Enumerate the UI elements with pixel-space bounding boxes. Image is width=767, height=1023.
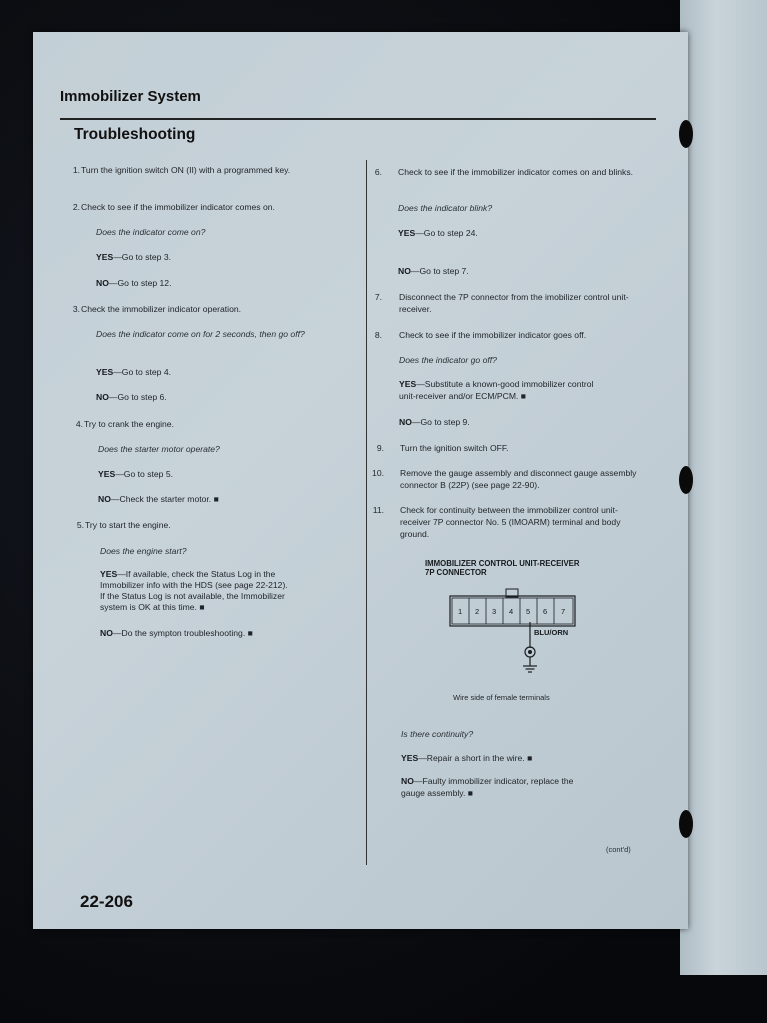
question: Does the engine start?: [100, 546, 187, 556]
step-number: 6.: [374, 167, 382, 177]
yes-answer: YES—Go to step 4.: [96, 367, 172, 377]
step-number: 10.: [372, 468, 384, 478]
step-text: Check the immobilizer indicator operation.: [81, 304, 242, 314]
step-number: 1.: [72, 165, 80, 175]
step-text: Check for continuity between the immobilizer control unit-receiver 7P connector No. 5 (IMOARM) terminal and body ground.: [400, 505, 621, 539]
step-text: Turn the ignition switch OFF.: [400, 443, 509, 453]
yes-answer: YES—Substitute a known-good immobilizer control: [399, 379, 594, 389]
yes-answer-line: If the Status Log is not available, the Immobilizer: [100, 591, 285, 601]
step-number: 7.: [374, 292, 382, 302]
diagram-caption: Wire side of female terminals: [453, 693, 550, 702]
pin-label: 4: [509, 607, 514, 616]
no-answer: NO—Faulty immobilizer indicator, replace the: [401, 776, 574, 786]
question: Does the indicator come on for 2 seconds, then go off?: [96, 329, 305, 339]
section-title: Immobilizer System: [60, 88, 201, 105]
yes-answer: YES—Repair a short in the wire. ■: [401, 753, 533, 763]
step-text: Check to see if the immobilizer indicator goes off.: [399, 330, 587, 340]
yes-answer: YES—Go to step 3.: [96, 252, 172, 262]
step-text: Try to start the engine.: [85, 520, 171, 530]
no-answer: NO—Go to step 12.: [96, 278, 172, 288]
question: Does the indicator come on?: [96, 227, 206, 237]
step-number: 9.: [376, 443, 384, 453]
yes-answer-line: unit-receiver and/or ECM/PCM. ■: [399, 391, 526, 401]
diagram-subtitle: 7P CONNECTOR: [425, 568, 487, 577]
step-text: Check to see if the immobilizer indicator comes on and blinks.: [398, 167, 634, 177]
step-text: Try to crank the engine.: [84, 419, 174, 429]
question: Does the indicator blink?: [398, 203, 493, 213]
step-number: 4.: [75, 419, 83, 429]
yes-answer-line: system is OK at this time. ■: [100, 602, 205, 612]
step-text: Remove the gauge assembly and disconnect gauge assembly connector B (22P) (see page 22-90).: [400, 468, 637, 490]
question: Does the indicator go off?: [399, 355, 497, 365]
page-number: 22-206: [80, 892, 133, 911]
continued-note: (cont'd): [606, 845, 631, 854]
step-text: Turn the ignition switch ON (II) with a programmed key.: [81, 165, 291, 175]
yes-answer-line: Immobilizer info with the HDS (see page 22-212).: [100, 580, 288, 590]
question: Does the starter motor operate?: [98, 444, 220, 454]
step-number: 11.: [372, 505, 384, 515]
step-number: 2.: [72, 202, 80, 212]
pin-label: 7: [561, 607, 566, 616]
question: Is there continuity?: [401, 729, 474, 739]
pin-label: 1: [458, 607, 463, 616]
pin-label: 6: [543, 607, 548, 616]
no-answer: NO—Do the sympton troubleshooting. ■: [100, 628, 253, 638]
diagram-title: IMMOBILIZER CONTROL UNIT-RECEIVER: [425, 559, 580, 568]
pin-label: 3: [492, 607, 497, 616]
yes-answer: YES—Go to step 24.: [398, 228, 478, 238]
step-text: Disconnect the 7P connector from the imobilizer control unit-receiver.: [399, 292, 629, 314]
step-text: Check to see if the immobilizer indicator comes on.: [81, 202, 275, 212]
yes-answer: YES—Go to step 5.: [98, 469, 174, 479]
pin-label: 2: [475, 607, 480, 616]
yes-answer: YES—If available, check the Status Log in the: [100, 569, 276, 579]
no-answer: NO—Go to step 7.: [398, 266, 469, 276]
page-heading: Troubleshooting: [74, 126, 196, 143]
step-number: 5.: [76, 520, 84, 530]
step-number: 3.: [72, 304, 80, 314]
pin-label: 5: [526, 607, 531, 616]
no-answer: NO—Go to step 6.: [96, 392, 167, 402]
wire-color-label: BLU/ORN: [534, 628, 569, 637]
step-number: 8.: [374, 330, 382, 340]
no-answer: NO—Check the starter motor. ■: [98, 494, 219, 504]
no-answer-line: gauge assembly. ■: [401, 788, 473, 798]
no-answer: NO—Go to step 9.: [399, 417, 470, 427]
